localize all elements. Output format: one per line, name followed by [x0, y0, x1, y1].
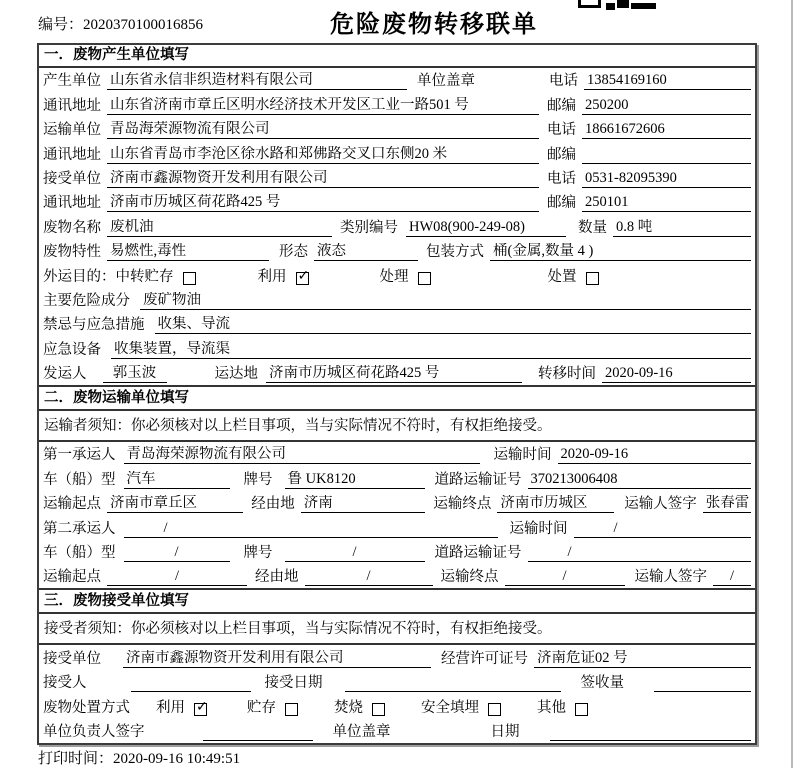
row-second-carrier	[39, 515, 755, 539]
disposal-method-label: 废物处置方式	[43, 699, 130, 716]
zip-label: 邮编	[547, 195, 576, 212]
producer-address-value: 山东省济南市章丘区明水经济技术开发区工业一路501 号	[107, 97, 539, 115]
receiver-address-value: 济南市历城区荷花路425 号	[107, 194, 539, 212]
checkbox-icon	[285, 703, 298, 716]
main-hazard-value: 废矿物油	[140, 292, 751, 310]
row-accept-unit	[39, 645, 755, 669]
manifest-form	[37, 43, 757, 745]
vehicle-type-label: 车（船）型	[43, 471, 116, 488]
zip-label: 邮编	[547, 97, 576, 114]
row-producer	[39, 68, 755, 92]
waste-name-label: 废物名称	[43, 219, 101, 236]
option-storage	[247, 700, 298, 717]
transport-time-value: /	[574, 520, 752, 538]
row-taboo-measures	[39, 312, 755, 336]
phone-label: 电话	[549, 73, 578, 90]
row-waste-character	[39, 239, 755, 263]
waste-character-value: 易燃性,毒性	[107, 243, 269, 261]
origin-value: /	[107, 568, 247, 586]
print-time	[38, 747, 240, 768]
plate-number-value: 鲁 UK8120	[285, 471, 425, 489]
row-waste-name	[39, 214, 755, 238]
row-export-purpose	[39, 263, 755, 287]
plate-number-label: 牌号	[243, 471, 273, 488]
checkbox-icon	[586, 272, 599, 285]
row-main-hazard	[39, 288, 755, 312]
option-utilize	[258, 269, 309, 286]
via-value: /	[305, 568, 433, 586]
qr-block	[606, 3, 615, 10]
option-transfer-storage	[116, 269, 196, 286]
transfer-time-value: 2020-09-16	[602, 365, 751, 383]
row-disposal-method	[39, 694, 755, 718]
transporter-address-value: 山东省青岛市李沧区徐水路和郑佛路交叉口东侧20 米	[107, 146, 539, 164]
via-value: 济南	[301, 495, 426, 513]
plate-number-value: /	[285, 544, 425, 562]
row-vehicle-1	[39, 466, 755, 490]
row-producer-address	[39, 92, 755, 116]
via-label: 经由地	[255, 569, 299, 586]
vehicle-type-value: /	[124, 544, 230, 562]
qr-code-fragment-icon	[578, 0, 658, 10]
address-label: 通讯地址	[43, 195, 101, 212]
row-receiver	[39, 166, 755, 190]
receiver-unit-value: 济南市鑫源物资开发利用有限公司	[107, 170, 539, 188]
checkbox-icon	[372, 703, 385, 716]
receiver-zip-value: 250101	[582, 194, 751, 212]
packing-value: 桶(金属,数量 4 )	[490, 243, 751, 261]
row-transporter	[39, 117, 755, 141]
checkbox-label: 利用	[156, 699, 185, 716]
producer-unit-label: 产生单位	[43, 73, 101, 90]
road-license-value: /	[528, 544, 752, 562]
road-license-label: 道路运输证号	[434, 545, 522, 562]
phone-label: 电话	[547, 170, 576, 187]
zip-label: 邮编	[547, 146, 576, 163]
page-edge-divider	[791, 0, 793, 768]
transporter-unit-value: 青岛海荣源物流有限公司	[107, 121, 539, 139]
qr-block	[631, 3, 656, 9]
carrier-signature-value: /	[713, 568, 751, 586]
via-label: 经由地	[251, 496, 295, 513]
row-route-1	[39, 491, 755, 515]
first-carrier-label: 第一承运人	[43, 447, 116, 464]
category-code-value: HW08(900-249-08)	[406, 219, 566, 237]
waste-name-value: 废机油	[107, 219, 332, 237]
receiver-phone-value: 0531-82095390	[582, 170, 751, 188]
producer-phone-value: 13854169160	[584, 72, 751, 90]
acceptor-value	[131, 674, 251, 692]
transport-time-label: 运输时间	[509, 520, 568, 537]
option-dispose	[548, 269, 599, 286]
row-emergency-equipment	[39, 336, 755, 360]
checkbox-icon	[418, 272, 431, 285]
destination-label: 运达地	[214, 366, 258, 383]
origin-value: 济南市章丘区	[107, 495, 243, 513]
endpoint-value: /	[505, 568, 625, 586]
checkbox-icon	[183, 272, 196, 285]
checkbox-mark: ✓	[196, 698, 208, 715]
receiver-notice: 接受者须知：你必须核对以上栏目事项，当与实际情况不符时，有权拒绝接受。	[39, 614, 755, 645]
emergency-equipment-value: 收集装置，导流渠	[111, 341, 751, 359]
main-hazard-label: 主要危险成分	[43, 292, 130, 309]
transfer-time-label: 转移时间	[538, 366, 596, 383]
export-purpose-label: 外运目的：	[43, 268, 116, 285]
checkbox-icon	[296, 267, 310, 285]
date-label: 日期	[490, 723, 520, 740]
address-label: 通讯地址	[43, 146, 101, 163]
row-route-2	[39, 564, 755, 588]
page-title: 危险废物转移联单	[330, 12, 538, 38]
phone-label: 电话	[547, 122, 576, 139]
origin-label: 运输起点	[43, 569, 101, 586]
received-amount-value	[654, 674, 751, 692]
checkbox-label: 处置	[547, 268, 577, 285]
option-safe-landfill	[421, 700, 501, 717]
row-acceptor	[39, 670, 755, 694]
received-amount-label: 签收量	[580, 675, 624, 692]
option-utilize	[156, 700, 207, 717]
category-code-label: 类别编号	[340, 219, 398, 236]
checkbox-icon	[488, 703, 501, 716]
endpoint-value: 济南市历城区	[497, 495, 614, 513]
row-transporter-address	[39, 141, 755, 165]
print-time-value: 2020-09-16 10:49:51	[113, 751, 241, 767]
taboo-measures-value: 收集、导流	[155, 316, 752, 334]
vehicle-type-value: 汽车	[124, 471, 230, 489]
row-responsible-signature	[39, 719, 755, 743]
permit-number-label: 经营许可证号	[441, 650, 528, 667]
form-state-value: 液态	[314, 243, 418, 261]
checkbox-label: 其他	[537, 699, 566, 716]
quantity-label: 数量	[578, 219, 607, 236]
plate-number-label: 牌号	[243, 545, 273, 562]
first-carrier-value: 青岛海荣源物流有限公司	[124, 446, 480, 464]
waste-character-label: 废物特性	[43, 244, 101, 261]
shipper-value: 郭玉波	[103, 365, 167, 383]
permit-number-value: 济南危证02 号	[534, 650, 751, 668]
option-other	[537, 700, 588, 717]
vehicle-type-label: 车（船）型	[43, 545, 116, 562]
carrier-signature-value: 张春雷	[703, 495, 751, 513]
acceptor-label: 接受人	[43, 675, 87, 692]
checkbox-label: 利用	[257, 268, 287, 285]
checkbox-label: 贮存	[247, 699, 276, 716]
carrier-signature-label: 运输人签字	[634, 569, 707, 586]
responsible-signature-value	[203, 723, 313, 741]
doc-number-label: 编号：	[38, 17, 84, 33]
unit-seal-label: 单位盖章	[332, 723, 391, 740]
producer-unit-value: 山东省永信非织造材料有限公司	[107, 72, 407, 90]
transport-time-value: 2020-09-16	[558, 446, 752, 464]
checkbox-label: 中转贮存	[115, 268, 174, 285]
responsible-signature-label: 单位负责人签字	[43, 723, 145, 740]
second-carrier-value: /	[124, 520, 498, 538]
checkbox-label: 安全填埋	[421, 699, 479, 716]
accept-date-value	[345, 674, 561, 692]
address-label: 通讯地址	[43, 97, 101, 114]
endpoint-label: 运输终点	[433, 496, 492, 513]
transporter-notice: 运输者须知：你必须核对以上栏目事项，当与实际情况不符时，有权拒绝接受。	[39, 411, 755, 442]
section1-header: 一．废物产生单位填写	[39, 45, 755, 68]
quantity-value: 0.8 吨	[613, 219, 751, 237]
emergency-equipment-label: 应急设备	[43, 341, 101, 358]
document-header	[0, 0, 796, 43]
doc-number	[38, 13, 203, 34]
form-state-label: 形态	[279, 244, 308, 261]
accept-unit-label: 接受单位	[43, 650, 101, 667]
endpoint-label: 运输终点	[440, 569, 499, 586]
transport-time-label: 运输时间	[493, 447, 552, 464]
shipper-label: 发运人	[43, 366, 87, 383]
row-vehicle-2	[39, 540, 755, 564]
transporter-phone-value: 18661672606	[582, 121, 751, 139]
destination-value: 济南市历城区荷花路425 号	[266, 365, 522, 383]
carrier-signature-label: 运输人签字	[624, 496, 697, 513]
road-license-label: 道路运输证号	[434, 471, 522, 488]
option-treat	[380, 269, 431, 286]
unit-seal-label: 单位盖章	[417, 73, 475, 90]
second-carrier-label: 第二承运人	[43, 520, 116, 537]
transporter-unit-label: 运输单位	[43, 122, 101, 139]
section3-header: 三．废物接受单位填写	[39, 588, 755, 614]
checkbox-label: 处理	[379, 268, 409, 285]
origin-label: 运输起点	[43, 496, 101, 513]
qr-block	[617, 0, 629, 8]
packing-label: 包装方式	[426, 244, 484, 261]
date-value	[550, 723, 752, 741]
qr-finder-pattern	[578, 0, 601, 8]
taboo-measures-label: 禁忌与应急措施	[43, 317, 145, 334]
checkbox-icon	[194, 698, 208, 716]
row-receiver-address	[39, 190, 755, 214]
doc-number-value: 2020370100016856	[83, 17, 204, 33]
print-time-label: 打印时间：	[38, 751, 114, 767]
producer-zip-value: 250200	[582, 97, 751, 115]
accept-date-label: 接受日期	[264, 675, 323, 692]
checkbox-icon	[575, 703, 588, 716]
row-first-carrier	[39, 442, 755, 466]
accept-unit-value: 济南市鑫源物资开发利用有限公司	[123, 650, 431, 668]
checkbox-label: 焚烧	[334, 699, 363, 716]
road-license-value: 370213006408	[528, 471, 752, 489]
section2-header: 二．废物运输单位填写	[39, 385, 755, 411]
receiver-unit-label: 接受单位	[43, 170, 101, 187]
checkbox-mark: ✓	[297, 267, 310, 284]
option-incinerate	[334, 700, 385, 717]
row-shipper	[39, 361, 755, 385]
transporter-zip-value	[582, 146, 751, 164]
